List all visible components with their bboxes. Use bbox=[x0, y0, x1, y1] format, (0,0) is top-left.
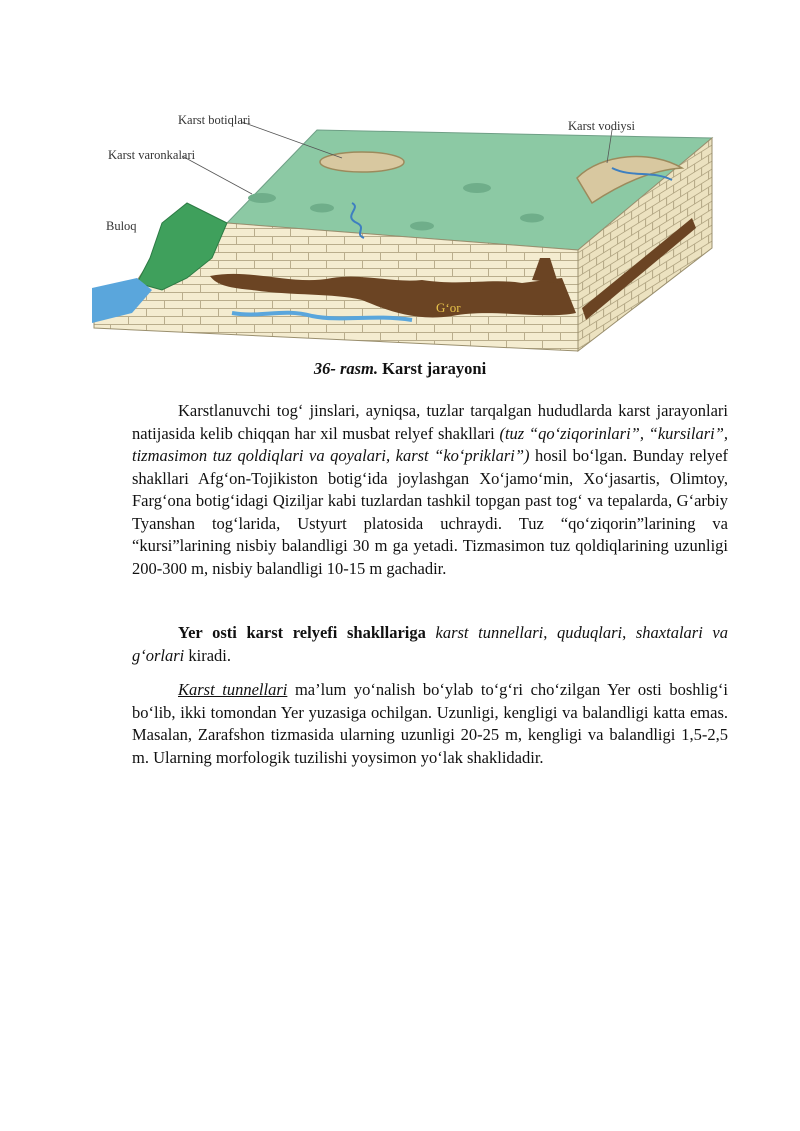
doline bbox=[248, 193, 276, 203]
doline bbox=[310, 204, 334, 213]
paragraph-1 bbox=[132, 400, 728, 580]
karst-block-illustration bbox=[92, 108, 714, 358]
p2-sep-2: , bbox=[622, 623, 636, 642]
p3-text: ma’lum yo‘nalish bo‘ylab to‘g‘ri cho‘zilgan Yer osti boshlig‘i bo‘lib, ikki tomondan Yer yuzasiga ochilgan. Uzunligi, kengligi va balandligi katta emas. Masalan, Zarafshon tizmasida ularning uzunligi 20-25 m, kengligi va balandligi 1,5-2,5 m. Ularning morfologik tuzilishi yoysimon yo‘lak shaklidadir. bbox=[132, 680, 728, 767]
paragraph-2 bbox=[132, 622, 728, 667]
doline bbox=[463, 183, 491, 193]
doline bbox=[410, 222, 434, 231]
p2-term-shafts-caves: shaxtalari va g‘orlari bbox=[132, 623, 728, 665]
doline bbox=[520, 214, 544, 223]
p1-text-b: hosil bo‘lgan. Bunday relyef shakllari Afg‘on-Tojikiston botig‘ida joylashgan Xo‘jamo‘min, Xo‘jasartis, Olimtoy, Farg‘ona botig‘idagi Qiziljar kabi tuzlardan tashkil topgan past tog‘ va tepalarda, G‘arbiy Tyanshan tog‘larida, Ustyurt platosida uchraydi. Tuz “qo‘ziqorin”larining va “kursi”larining nisbiy balandligi 30 m ga yetadi. Tizmasimon tuz qoldiqlarining uzunligi 200-300 m, nisbiy balandligi 10-15 m gachadir. bbox=[132, 446, 728, 578]
figure-number: 36- rasm. bbox=[313, 359, 378, 378]
label-valley: Karst vodiysi bbox=[568, 119, 636, 133]
figure-caption bbox=[0, 359, 800, 379]
p2-term-tunnels: karst tunnellari bbox=[425, 623, 544, 642]
karst-diagram bbox=[92, 108, 714, 358]
figure-title: Karst jarayoni bbox=[382, 359, 487, 378]
label-dolines: Karst varonkalari bbox=[108, 148, 196, 162]
p2-term-wells: quduqlari bbox=[557, 623, 623, 642]
p1-italic-examples: (tuz “qo‘ziqorinlari”, “kursilari”, tizmasimon tuz qoldiqlari va qoyalari, karst “ko‘priklari”) bbox=[132, 423, 729, 465]
p2-bold-lead: Yer osti karst relyefi shakllariga bbox=[178, 623, 426, 642]
p2-end: kiradi. bbox=[184, 645, 232, 665]
paragraph-3 bbox=[132, 679, 728, 769]
label-cave: G‘or bbox=[436, 300, 461, 315]
label-sinkholes: Karst botiqlari bbox=[178, 113, 251, 127]
p3-term: Karst tunnellari bbox=[178, 680, 288, 699]
p2-sep-1: , bbox=[543, 623, 557, 642]
p1-text-a: Karstlanuvchi tog‘ jinslari, ayniqsa, tuzlar tarqalgan hududlarda karst jarayonlari natijasida kelib chiqqan har xil musbat relyef shakllari bbox=[132, 401, 728, 443]
label-spring: Buloq bbox=[106, 219, 137, 233]
